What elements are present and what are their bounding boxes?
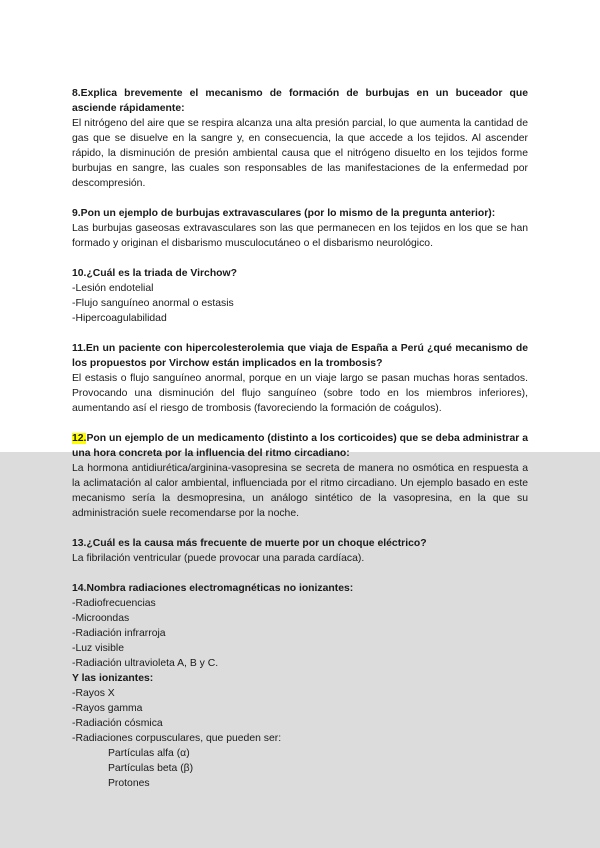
question-8-title: 8.Explica brevemente el mecanismo de formación de burbujas en un buceador que asciende rápidamente: (72, 88, 528, 114)
question-9 (72, 206, 528, 251)
question-12-answer: La hormona antidiurética/arginina-vasopresina se secreta de manera no osmótica en respuesta a la aclimatación al calor ambiental, influenciada por el ritmo circadiano. Un ejemplo basado en este mecanismo sería la desmopresina, un análogo sintético de la vasopresina, en la que su administración suele recomendarse por la noche. (72, 463, 528, 519)
ionizing-list (72, 686, 528, 791)
question-12 (72, 431, 528, 521)
list-item: -Luz visible (72, 643, 124, 654)
question-10 (72, 266, 528, 326)
question-10-title: 10.¿Cuál es la triada de Virchow? (72, 268, 237, 279)
question-11 (72, 341, 528, 416)
list-item: -Radiaciones corpusculares, que pueden ser: (72, 733, 282, 744)
question-13-title: 13.¿Cuál es la causa más frecuente de muerte por un choque eléctrico? (72, 538, 427, 549)
question-13 (72, 536, 528, 566)
non-ionizing-list (72, 596, 528, 671)
list-item: -Flujo sanguíneo anormal o estasis (72, 298, 234, 309)
document-page (72, 86, 528, 791)
question-9-answer: Las burbujas gaseosas extravasculares son las que permanecen en los tejidos en los que se han formado y originan el disbarismo musculocutáneo o el disbarismo neurológico. (72, 223, 528, 249)
list-item: -Microondas (72, 613, 130, 624)
question-14-title: 14.Nombra radiaciones electromagnéticas no ionizantes: (72, 583, 354, 594)
list-item: -Hipercoagulabilidad (72, 313, 167, 324)
list-item: Partículas beta (β) (108, 763, 194, 774)
list-item: Protones (108, 778, 150, 789)
list-item: -Rayos X (72, 688, 115, 699)
question-9-title: 9.Pon un ejemplo de burbujas extravasculares (por lo mismo de la pregunta anterior): (72, 208, 496, 219)
question-11-title: 11.En un paciente con hipercolesterolemia que viaja de España a Perú ¿qué mecanismo de los propuestos por Virchow están implicados en la trombosis? (72, 343, 528, 369)
question-8-answer: El nitrógeno del aire que se respira alcanza una alta presión parcial, lo que aumenta la cantidad de gas que se disuelve en la sangre y, en consecuencia, la que accede a los tejidos. Al ascender rápido, la disminución de presión ambiental causa que el nitrógeno disuelto en los tejidos forme burbujas en sangre, las cuales son responsables de las manifestaciones de la enfermedad por descompresión. (72, 118, 528, 189)
virchow-list (72, 281, 528, 326)
question-14 (72, 581, 528, 791)
question-12-title (72, 431, 528, 461)
question-13-answer: La fibrilación ventricular (puede provocar una parada cardíaca). (72, 553, 365, 564)
ionizing-label: Y las ionizantes: (72, 673, 154, 684)
list-item: -Radiofrecuencias (72, 598, 156, 609)
question-12-number: 12. (72, 433, 87, 444)
question-12-text: Pon un ejemplo de un medicamento (distinto a los corticoides) que se deba administrar a una hora concreta por la influencia del ritmo circadiano: (72, 433, 528, 459)
list-item: -Radiación infrarroja (72, 628, 166, 639)
list-item: -Radiación cósmica (72, 718, 163, 729)
list-item: -Rayos gamma (72, 703, 143, 714)
list-item: -Radiación ultravioleta A, B y C. (72, 658, 219, 669)
question-8 (72, 86, 528, 191)
list-item: Partículas alfa (α) (108, 748, 190, 759)
list-item: -Lesión endotelial (72, 283, 154, 294)
question-11-answer: El estasis o flujo sanguíneo anormal, porque en un viaje largo se pasan muchas horas sentados. Provocando una disminución del flujo sanguíneo (sobre todo en los miembros inferiores), aumentando así el riesgo de trombosis (favoreciendo la formación de coágulos). (72, 373, 528, 414)
